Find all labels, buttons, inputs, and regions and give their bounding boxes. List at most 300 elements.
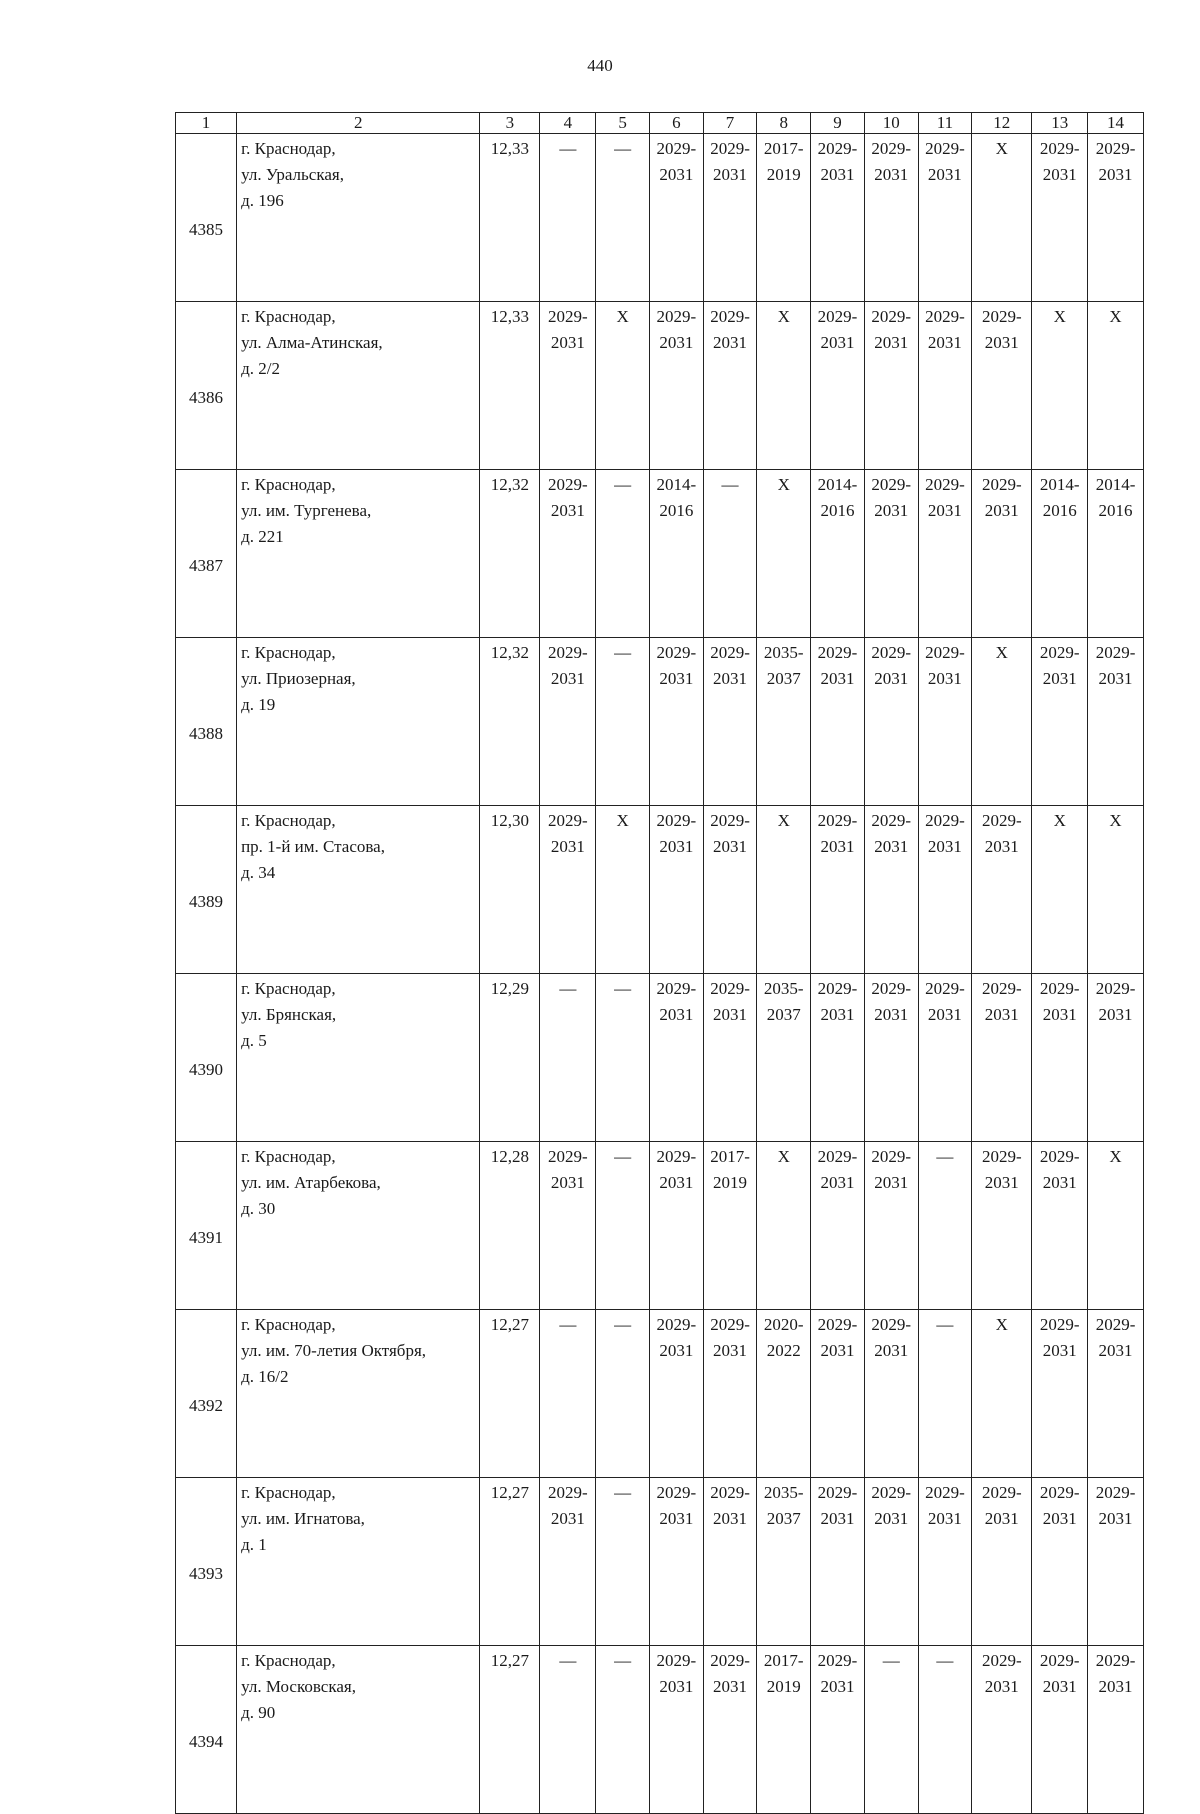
area-cell: 12,32 xyxy=(480,638,540,806)
period-cell xyxy=(972,638,1032,806)
period-text: 2031 xyxy=(927,165,962,184)
table-row xyxy=(176,1478,1144,1646)
period-cell xyxy=(757,134,811,302)
period-text: 2029- xyxy=(1039,1651,1080,1670)
area-cell: 12,32 xyxy=(480,470,540,638)
period-cell xyxy=(649,1646,703,1814)
period-text: 2035- xyxy=(763,643,804,662)
period-text: 2035- xyxy=(763,979,804,998)
period-cell xyxy=(1032,302,1088,470)
period-text: 2031 xyxy=(874,1341,909,1360)
period-text: 2029- xyxy=(871,1315,912,1334)
period-text: — xyxy=(721,475,739,494)
period-text: 2031 xyxy=(659,1173,694,1192)
period-text: 2031 xyxy=(713,1677,748,1696)
period-cell xyxy=(1032,1310,1088,1478)
table-row xyxy=(176,806,1144,974)
period-cell xyxy=(1032,470,1088,638)
period-text: 2031 xyxy=(984,1509,1019,1528)
period-text: 2014- xyxy=(1095,475,1136,494)
period-text: 2031 xyxy=(550,1173,585,1192)
area-cell: 12,33 xyxy=(480,134,540,302)
period-cell xyxy=(596,470,650,638)
area-cell: 12,27 xyxy=(480,1478,540,1646)
period-cell xyxy=(918,1478,972,1646)
period-text: X xyxy=(777,1147,790,1166)
period-text: 2037 xyxy=(766,1509,801,1528)
column-header: 8 xyxy=(757,113,811,134)
period-text: 2029- xyxy=(981,1147,1022,1166)
period-cell xyxy=(1032,638,1088,806)
period-text: 2029- xyxy=(1095,139,1136,158)
period-cell xyxy=(703,134,757,302)
address-cell xyxy=(237,302,480,470)
period-cell xyxy=(864,1310,918,1478)
address-cell xyxy=(237,1646,480,1814)
address-line: г. Краснодар, xyxy=(241,979,336,998)
period-text: 2031 xyxy=(1042,669,1077,688)
period-text: 2029- xyxy=(817,1651,858,1670)
period-text: 2029- xyxy=(871,475,912,494)
period-cell xyxy=(649,470,703,638)
period-text: 2031 xyxy=(927,837,962,856)
column-header: 5 xyxy=(596,113,650,134)
header-row xyxy=(176,113,1144,134)
period-text: 2031 xyxy=(550,333,585,352)
period-text: 2037 xyxy=(766,669,801,688)
table-row xyxy=(176,470,1144,638)
period-cell xyxy=(864,302,918,470)
period-cell xyxy=(649,806,703,974)
period-text: 2029- xyxy=(1095,643,1136,662)
address-cell xyxy=(237,638,480,806)
period-text: 2035- xyxy=(763,1483,804,1502)
period-text: 2037 xyxy=(766,1005,801,1024)
address-line: д. 196 xyxy=(241,191,284,210)
address-cell xyxy=(237,470,480,638)
period-text: 2029- xyxy=(1039,979,1080,998)
period-text: 2029- xyxy=(547,1483,588,1502)
period-cell xyxy=(757,638,811,806)
period-text: 2031 xyxy=(984,501,1019,520)
period-cell xyxy=(757,806,811,974)
period-cell xyxy=(918,1310,972,1478)
period-text: X xyxy=(616,811,629,830)
period-text: 2031 xyxy=(874,669,909,688)
period-text: 2029- xyxy=(817,979,858,998)
period-text: 2029- xyxy=(981,307,1022,326)
period-text: 2029- xyxy=(817,643,858,662)
period-cell xyxy=(1088,638,1144,806)
period-text: 2029- xyxy=(656,811,697,830)
period-text: 2029- xyxy=(1039,1483,1080,1502)
period-text: 2031 xyxy=(820,1509,855,1528)
period-text: 2029- xyxy=(656,643,697,662)
period-text: 2031 xyxy=(874,333,909,352)
row-number: 4385 xyxy=(176,134,237,302)
period-cell xyxy=(757,1478,811,1646)
period-text: 2031 xyxy=(713,1341,748,1360)
period-cell xyxy=(540,974,596,1142)
period-text: 2029- xyxy=(871,139,912,158)
column-header: 2 xyxy=(237,113,480,134)
address-line: г. Краснодар, xyxy=(241,475,336,494)
table-row xyxy=(176,1646,1144,1814)
area-cell: 12,27 xyxy=(480,1310,540,1478)
period-text: 2029- xyxy=(656,139,697,158)
address-line: ул. им. 70-летия Октября, xyxy=(241,1341,427,1360)
period-text: — xyxy=(614,643,632,662)
period-cell xyxy=(972,1646,1032,1814)
period-text: 2029- xyxy=(925,475,965,494)
period-text: 2031 xyxy=(550,669,585,688)
period-text: X xyxy=(1053,307,1066,326)
column-header: 1 xyxy=(176,113,237,134)
period-text: 2017- xyxy=(763,139,804,158)
period-cell xyxy=(540,806,596,974)
address-cell xyxy=(237,806,480,974)
period-text: 2029- xyxy=(817,139,858,158)
period-cell xyxy=(1032,806,1088,974)
period-text: 2031 xyxy=(659,1509,694,1528)
period-cell xyxy=(540,470,596,638)
period-text: 2031 xyxy=(1042,1509,1077,1528)
address-line: ул. Уральская, xyxy=(241,165,344,184)
period-cell xyxy=(864,1142,918,1310)
period-text: 2029- xyxy=(925,643,965,662)
address-line: ул. Приозерная, xyxy=(241,669,356,688)
column-header: 14 xyxy=(1088,113,1144,134)
schedule-table xyxy=(175,112,1144,1814)
period-text: 2029- xyxy=(710,979,750,998)
period-text: X xyxy=(1053,811,1066,830)
address-line: г. Краснодар, xyxy=(241,1147,336,1166)
period-text: 2031 xyxy=(927,1509,962,1528)
column-header: 7 xyxy=(703,113,757,134)
area-cell: 12,33 xyxy=(480,302,540,470)
period-cell xyxy=(596,806,650,974)
period-cell xyxy=(918,1646,972,1814)
address-cell xyxy=(237,134,480,302)
period-cell xyxy=(1088,302,1144,470)
period-text: — xyxy=(559,979,577,998)
period-text: 2029- xyxy=(710,1315,750,1334)
period-text: 2031 xyxy=(659,1341,694,1360)
period-cell xyxy=(703,470,757,638)
period-text: X xyxy=(995,1315,1008,1334)
period-text: 2029- xyxy=(925,1483,965,1502)
area-cell: 12,28 xyxy=(480,1142,540,1310)
period-cell xyxy=(864,470,918,638)
period-text: 2029- xyxy=(656,1315,697,1334)
period-text: X xyxy=(1109,307,1122,326)
period-cell xyxy=(972,470,1032,638)
period-cell xyxy=(540,1310,596,1478)
period-cell xyxy=(918,470,972,638)
period-text: — xyxy=(936,1315,954,1334)
period-text: 2029- xyxy=(547,1147,588,1166)
row-number: 4394 xyxy=(176,1646,237,1814)
period-text: 2031 xyxy=(927,669,962,688)
period-cell xyxy=(918,974,972,1142)
period-text: 2031 xyxy=(820,1173,855,1192)
period-text: 2029- xyxy=(710,307,750,326)
row-number: 4393 xyxy=(176,1478,237,1646)
period-cell xyxy=(757,1646,811,1814)
address-line: г. Краснодар, xyxy=(241,1651,336,1670)
period-cell xyxy=(703,302,757,470)
period-cell xyxy=(596,974,650,1142)
period-text: 2029- xyxy=(1095,1483,1136,1502)
period-text: 2031 xyxy=(984,1005,1019,1024)
period-cell xyxy=(972,1478,1032,1646)
period-text: X xyxy=(777,475,790,494)
period-text: 2029- xyxy=(710,1651,750,1670)
period-text: 2029- xyxy=(547,643,588,662)
period-cell xyxy=(1088,1646,1144,1814)
period-text: 2029- xyxy=(1095,1651,1136,1670)
period-text: 2031 xyxy=(820,1005,855,1024)
period-text: X xyxy=(777,307,790,326)
address-line: пр. 1-й им. Стасова, xyxy=(241,837,385,856)
period-text: 2031 xyxy=(1042,1005,1077,1024)
period-text: — xyxy=(614,475,632,494)
period-text: 2031 xyxy=(713,837,748,856)
column-header: 11 xyxy=(918,113,972,134)
period-cell xyxy=(649,638,703,806)
period-cell xyxy=(596,638,650,806)
period-cell xyxy=(811,806,865,974)
period-cell xyxy=(649,1310,703,1478)
period-cell xyxy=(1032,1646,1088,1814)
period-cell xyxy=(540,302,596,470)
period-cell xyxy=(811,302,865,470)
period-cell xyxy=(540,1478,596,1646)
row-number: 4391 xyxy=(176,1142,237,1310)
period-text: 2031 xyxy=(874,1005,909,1024)
period-text: — xyxy=(882,1651,900,1670)
period-text: 2031 xyxy=(659,837,694,856)
period-text: — xyxy=(614,1483,632,1502)
period-text: 2031 xyxy=(984,333,1019,352)
address-line: д. 5 xyxy=(241,1031,267,1050)
column-header: 3 xyxy=(480,113,540,134)
period-cell xyxy=(596,134,650,302)
period-text: 2031 xyxy=(1042,1173,1077,1192)
period-text: — xyxy=(559,1651,577,1670)
period-cell xyxy=(972,302,1032,470)
address-line: г. Краснодар, xyxy=(241,307,336,326)
address-line: д. 19 xyxy=(241,695,276,714)
period-cell xyxy=(972,134,1032,302)
period-cell xyxy=(596,1478,650,1646)
period-text: 2029- xyxy=(656,1651,697,1670)
address-line: д. 16/2 xyxy=(241,1367,289,1386)
column-header: 13 xyxy=(1032,113,1088,134)
address-line: д. 221 xyxy=(241,527,284,546)
period-text: 2029- xyxy=(871,1147,912,1166)
period-text: X xyxy=(995,643,1008,662)
period-text: 2017- xyxy=(763,1651,804,1670)
period-cell xyxy=(757,302,811,470)
period-text: 2031 xyxy=(550,1509,585,1528)
period-text: 2029- xyxy=(871,643,912,662)
period-text: 2029- xyxy=(817,1315,858,1334)
period-cell xyxy=(864,638,918,806)
address-cell xyxy=(237,1478,480,1646)
period-cell xyxy=(864,1478,918,1646)
period-text: X xyxy=(1109,811,1122,830)
period-cell xyxy=(757,1142,811,1310)
address-line: г. Краснодар, xyxy=(241,1483,336,1502)
period-text: 2029- xyxy=(656,1483,697,1502)
period-text: 2029- xyxy=(710,811,750,830)
period-text: 2031 xyxy=(550,837,585,856)
period-text: 2031 xyxy=(874,1509,909,1528)
row-number: 4389 xyxy=(176,806,237,974)
row-number: 4386 xyxy=(176,302,237,470)
period-cell xyxy=(649,1142,703,1310)
period-text: 2031 xyxy=(713,333,748,352)
period-text: 2031 xyxy=(713,1509,748,1528)
period-cell xyxy=(703,1478,757,1646)
period-text: 2031 xyxy=(820,669,855,688)
period-text: 2031 xyxy=(1042,1677,1077,1696)
column-header: 6 xyxy=(649,113,703,134)
period-text: 2020- xyxy=(763,1315,804,1334)
period-cell xyxy=(540,638,596,806)
period-text: 2029- xyxy=(925,979,965,998)
address-line: г. Краснодар, xyxy=(241,1315,336,1334)
period-cell xyxy=(864,1646,918,1814)
period-text: 2029- xyxy=(710,1483,750,1502)
period-text: 2031 xyxy=(984,1677,1019,1696)
period-cell xyxy=(1032,1142,1088,1310)
period-text: 2031 xyxy=(550,501,585,520)
period-cell xyxy=(972,806,1032,974)
period-cell xyxy=(540,1142,596,1310)
period-text: 2031 xyxy=(659,669,694,688)
area-cell: 12,27 xyxy=(480,1646,540,1814)
period-text: 2029- xyxy=(981,1483,1022,1502)
period-cell xyxy=(1088,974,1144,1142)
period-cell xyxy=(540,1646,596,1814)
period-cell xyxy=(918,806,972,974)
period-cell xyxy=(703,638,757,806)
period-cell xyxy=(1088,134,1144,302)
period-text: 2014- xyxy=(656,475,697,494)
period-cell xyxy=(811,1142,865,1310)
period-text: 2031 xyxy=(984,1173,1019,1192)
table-row xyxy=(176,302,1144,470)
period-cell xyxy=(703,1142,757,1310)
column-header: 12 xyxy=(972,113,1032,134)
period-text: 2017- xyxy=(710,1147,750,1166)
period-text: 2031 xyxy=(1098,165,1133,184)
period-cell xyxy=(1088,470,1144,638)
period-cell xyxy=(864,134,918,302)
period-text: 2031 xyxy=(927,333,962,352)
period-cell xyxy=(1088,1142,1144,1310)
period-text: 2029- xyxy=(547,307,588,326)
period-text: 2029- xyxy=(871,811,912,830)
table-row xyxy=(176,134,1144,302)
period-cell xyxy=(757,974,811,1142)
period-cell xyxy=(918,1142,972,1310)
period-text: 2029- xyxy=(1095,979,1136,998)
period-text: 2029- xyxy=(1039,1147,1080,1166)
period-cell xyxy=(864,974,918,1142)
period-text: 2019 xyxy=(766,1677,801,1696)
period-cell xyxy=(811,974,865,1142)
period-text: 2031 xyxy=(659,1005,694,1024)
period-text: 2029- xyxy=(871,307,912,326)
row-number: 4392 xyxy=(176,1310,237,1478)
period-text: 2019 xyxy=(766,165,801,184)
period-text: 2029- xyxy=(817,307,858,326)
period-text: 2029- xyxy=(656,1147,697,1166)
table-row xyxy=(176,974,1144,1142)
period-cell xyxy=(811,638,865,806)
period-text: X xyxy=(616,307,629,326)
period-text: 2031 xyxy=(984,837,1019,856)
address-cell xyxy=(237,1142,480,1310)
period-text: 2031 xyxy=(874,501,909,520)
period-cell xyxy=(649,974,703,1142)
address-cell xyxy=(237,974,480,1142)
address-line: ул. им. Тургенева, xyxy=(241,501,372,520)
table-row xyxy=(176,1310,1144,1478)
address-line: г. Краснодар, xyxy=(241,811,336,830)
period-text: — xyxy=(614,1315,632,1334)
period-cell xyxy=(1032,134,1088,302)
row-number: 4387 xyxy=(176,470,237,638)
address-line: д. 30 xyxy=(241,1199,276,1218)
period-text: 2022 xyxy=(766,1341,801,1360)
period-cell xyxy=(540,134,596,302)
period-cell xyxy=(649,134,703,302)
period-cell xyxy=(596,1142,650,1310)
period-cell xyxy=(649,302,703,470)
period-cell xyxy=(703,806,757,974)
period-text: 2029- xyxy=(981,979,1022,998)
period-text: 2014- xyxy=(817,475,858,494)
address-line: ул. им. Атарбекова, xyxy=(241,1173,381,1192)
period-text: 2029- xyxy=(817,1483,858,1502)
column-header: 4 xyxy=(540,113,596,134)
table-row xyxy=(176,638,1144,806)
column-header: 9 xyxy=(811,113,865,134)
period-cell xyxy=(649,1478,703,1646)
period-text: 2029- xyxy=(547,475,588,494)
period-text: 2029- xyxy=(1039,139,1080,158)
period-cell xyxy=(1088,806,1144,974)
period-cell xyxy=(811,1310,865,1478)
period-text: 2031 xyxy=(713,1005,748,1024)
period-text: 2031 xyxy=(874,165,909,184)
period-text: 2031 xyxy=(659,333,694,352)
period-text: 2031 xyxy=(1098,1677,1133,1696)
period-text: 2029- xyxy=(710,643,750,662)
period-text: 2031 xyxy=(659,165,694,184)
period-text: 2031 xyxy=(1098,1341,1133,1360)
period-text: 2029- xyxy=(871,1483,912,1502)
period-text: 2029- xyxy=(1039,643,1080,662)
period-text: 2029- xyxy=(656,307,697,326)
period-cell xyxy=(757,1310,811,1478)
period-text: 2016 xyxy=(1098,501,1133,520)
period-cell xyxy=(596,302,650,470)
